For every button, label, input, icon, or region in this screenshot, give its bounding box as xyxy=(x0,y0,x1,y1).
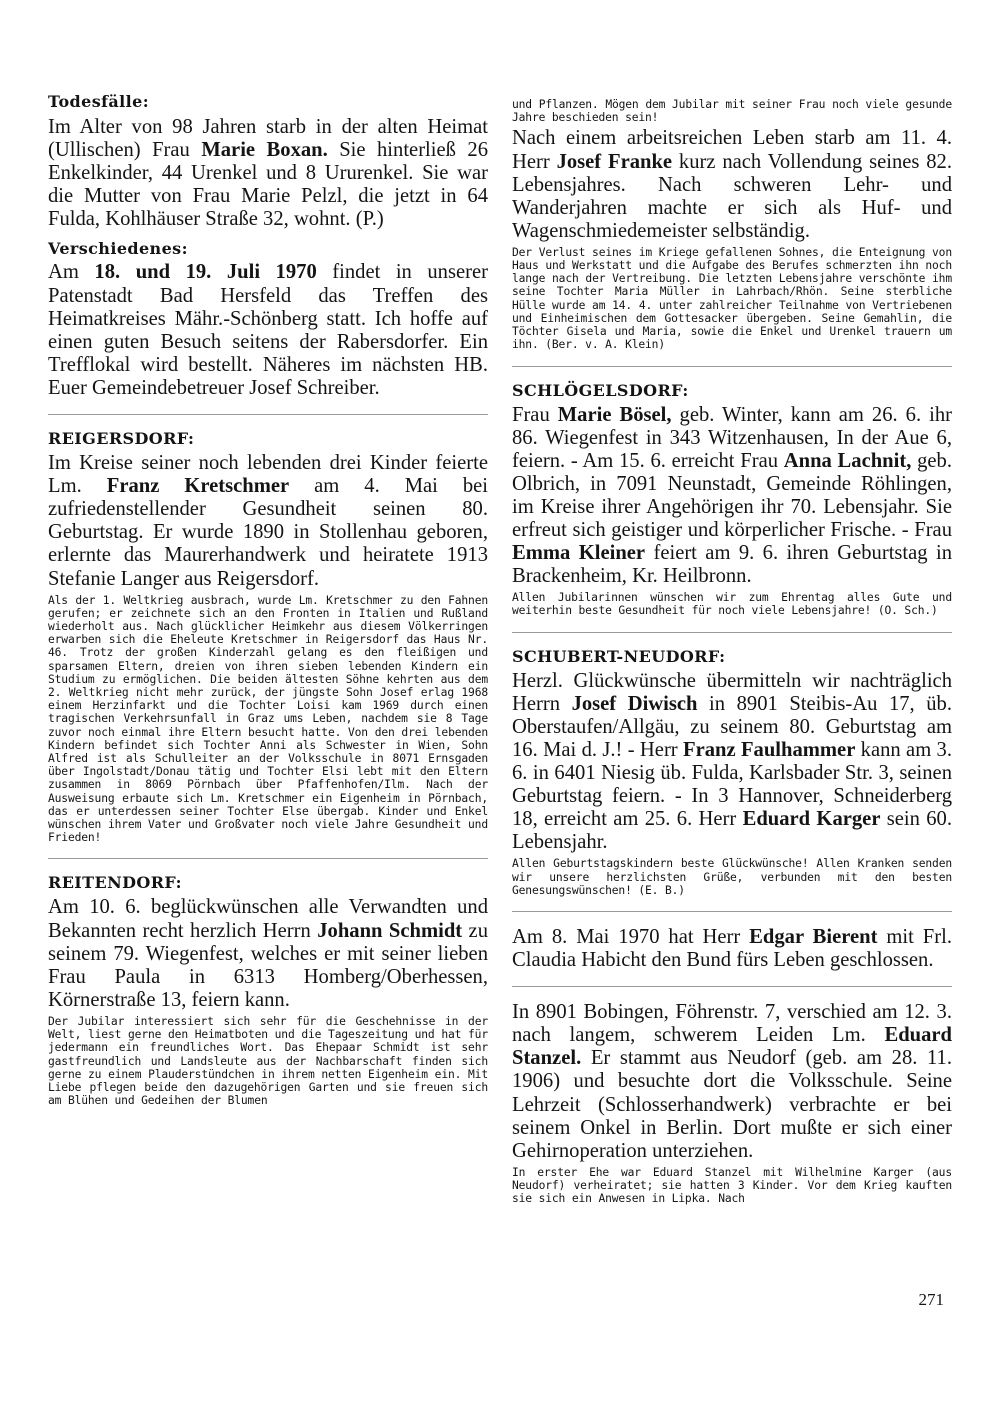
text-run: geb. Olbrich, in 7091 Neunstadt, Gemeinde Röhlingen, im Kreise ihrer Angehörigen ihr 70. Lebensjahr. Sie erfreut sich geistiger und körperlicher Frische. - Frau xyxy=(512,449,952,541)
text-run: Nach einem arbeitsreichen Leben starb am 11. 4. Herr xyxy=(512,127,952,173)
person-name: Edgar Bierent xyxy=(749,926,878,949)
person-name: Eduard Stanzel. xyxy=(512,1024,952,1070)
text-run: Er stammt aus Neudorf (geb. am 28. 11. 1906) und besuchte dort die Volksschule. Seine Lehrzeit (Schlosserhandwerk) verbrachte er bei seinem Onkel in Berlin. Dort mußte er sich einer Gehirnoperation unterziehen. xyxy=(512,1047,952,1162)
paragraph xyxy=(512,1001,952,1163)
section-schubert-neudorf xyxy=(512,647,952,1206)
small-paragraph: Allen Geburtstagskindern beste Glückwünsche! Allen Kranken senden wir unsere herzlichsten Grüße, verbunden mit den besten Genesungswünschen! (E. B.) xyxy=(512,857,952,897)
section-schloegelsdorf xyxy=(512,381,952,618)
section-divider xyxy=(512,986,952,987)
text-run: zu seinem 79. Wiegenfest, welches er mit seiner lieben Frau Paula in 6313 Homberg/Oberhessen, Körnerstraße 13, feiern kann. xyxy=(48,919,488,1011)
text-run: findet in unserer Patenstadt Bad Hersfeld das Treffen des Heimatkreises Mähr.-Schönberg statt. Ich hoffe auf einen guten Besuch seitens der Rabersdorfer. Ein Trefflokal wird bestellt. Näheres im nächsten HB. Euer Gemeindebetreuer Josef Schreiber. xyxy=(48,261,488,399)
small-paragraph: und Pflanzen. Mögen dem Jubilar mit seiner Frau noch viele gesunde Jahre beschieden sein! xyxy=(512,98,952,125)
person-name: Eduard Karger xyxy=(742,808,881,831)
section-verschiedenes xyxy=(48,239,488,400)
person-name: Josef Franke xyxy=(556,150,673,173)
person-name: Franz Kretschmer xyxy=(106,475,290,498)
section-heading: Verschiedenes: xyxy=(48,239,188,259)
section-divider xyxy=(48,414,488,415)
small-paragraph: In erster Ehe war Eduard Stanzel mit Wilhelmine Karger (aus Neudorf) verheiratet; sie hatten 3 Kinder. Vor dem Krieg kauften sie sich ein Anwesen in Lipka. Nach xyxy=(512,1165,952,1206)
text-run: Am xyxy=(48,261,95,284)
section-heading: SCHLÖGELSDORF: xyxy=(512,380,689,400)
person-name: Franz Faulhammer xyxy=(683,738,856,761)
paragraph xyxy=(48,896,488,1011)
person-name: Emma Kleiner xyxy=(512,542,646,565)
event-date: 18. und 19. Juli 1970 xyxy=(94,261,317,284)
person-name: Johann Schmidt xyxy=(317,919,463,942)
right-column xyxy=(512,98,952,1205)
text-run: kurz nach Vollendung seines 82. Lebensjahres. Nach schweren Lehr- und Wanderjahren machte er sich als Huf- und Wagenschmiedemeister selbständig. xyxy=(512,150,952,242)
small-paragraph: Als der 1. Weltkrieg ausbrach, wurde Lm. Kretschmer zu den Fahnen gerufen; er zeichnete sich an den Fronten in Italien und Rußland wiederholt aus. Nach glücklicher Heimkehr aus diesem Völkerringen erwarben sich die Eheleute Kretschmer in Reigersdorf das Haus Nr. 46. Trotz der großen Kinderzahl gelang es den fleißigen und sparsamen Eltern, dreien von ihren sieben lebenden Kindern ein Studium zu ermöglichen. Die beiden ältesten Söhne kehrten aus dem 2. Weltkrieg nicht mehr zurück, der jüngste Sohn Josef erlag 1968 einem Herzinfarkt und die Tochter Loisi kam 1969 durch einen tragischen Verkehrsunfall in Graz ums Leben, nachdem sie 8 Tage zuvor noch einmal ihre Eltern besucht hatte. Von den drei lebenden Kindern befindet sich Tochter Anni als Schwester in Wien, Sohn Alfred ist als Schulleiter an der Volksschule in 8071 Ernsgaden über Ingolstadt/Donau tätig und Tochter Elsi lebt mit den Eltern zusammen in 8069 Pörnbach über Pfaffenhofen/Ilm. Nach der Ausweisung erbaute sich Lm. Kretschmer ein Eigenheim in Pörnbach, das er unterdessen seiner Tochter Else übergab. Kinder und Enkel wünschen ihrem Vater und Großvater noch viele Jahre Gesundheit und Frieden! xyxy=(48,593,488,845)
text-run: Im Kreise seiner noch lebenden drei Kinder feierte Lm. xyxy=(48,452,488,498)
text-run: kann am 3. 6. in 6401 Niesig üb. Fulda, Karlsbader Str. 3, seinen Geburtstag feiern. - In 3 Hannover, Schneiderberg 18, erreicht am 25. 6. Herr xyxy=(512,738,952,831)
text-run: mit Frl. Claudia Habicht den Bund fürs Leben geschlossen. xyxy=(512,926,952,972)
section-divider xyxy=(512,366,952,367)
section-heading: SCHUBERT-NEUDORF: xyxy=(512,646,726,666)
text-run: In 8901 Bobingen, Föhrenstr. 7, verschied am 12. 3. nach langem, schwerem Leiden Lm. xyxy=(512,1001,952,1047)
section-divider xyxy=(48,858,488,859)
section-todesfaelle xyxy=(48,92,488,231)
section-reitendorf xyxy=(48,873,488,1107)
person-name: Marie Boxan. xyxy=(201,139,328,162)
paragraph xyxy=(512,404,952,589)
text-run: geb. Winter, kann am 26. 6. ihr 86. Wiegenfest in 343 Witzenhausen, In der Aue 6, feiern. - Am 15. 6. erreicht Frau xyxy=(512,403,952,472)
text-run: in 8901 Steibis-Au 17, üb. Oberstaufen/Allgäu, zu seinem 80. Geburtstag am 16. Mai d. J.! - Herr xyxy=(512,692,952,761)
small-paragraph: Allen Jubilarinnen wünschen wir zum Ehrentag alles Gute und weiterhin beste Gesundheit für noch viele Lebensjahre! (O. Sch.) xyxy=(512,591,952,618)
section-reigersdorf xyxy=(48,429,488,844)
section-franke xyxy=(512,127,952,351)
paragraph xyxy=(48,261,488,400)
text-run: Herzl. Glückwünsche übermitteln wir nachträglich Herrn xyxy=(512,669,952,715)
section-heading: REITENDORF: xyxy=(48,873,182,893)
page-number: 271 xyxy=(918,1290,944,1309)
left-column xyxy=(48,92,488,1107)
person-name: Marie Bösel, xyxy=(557,403,672,426)
text-run: feiert am 9. 6. ihren Geburtstag in Brackenheim, Kr. Heilbronn. xyxy=(512,542,952,588)
section-heading: REIGERSDORF: xyxy=(48,429,195,449)
section-divider xyxy=(512,632,952,633)
text-run: Sie hinterließ 26 Enkelkinder, 44 Urenkel und 8 Ururenkel. Sie war die Mutter von Frau Marie Pelzl, die jetzt in 64 Fulda, Kohlhäuser Straße 32, wohnt. (P.) xyxy=(48,139,488,231)
paragraph xyxy=(48,452,488,591)
text-run: Im Alter von 98 Jahren starb in der alten Heimat (Ullischen) Frau xyxy=(48,116,488,162)
paragraph xyxy=(512,670,952,855)
paragraph xyxy=(48,116,488,231)
text-run: sein 60. Lebensjahr. xyxy=(512,808,953,854)
paragraph xyxy=(512,926,952,972)
section-heading: Todesfälle: xyxy=(48,92,150,111)
small-paragraph: Der Jubilar interessiert sich sehr für die Geschehnisse in der Welt, liest gerne den Heimatboten und die Tageszeitung und hat für jedermann ein freundliches Wort. Das Ehepaar Schmidt ist sehr gastfreundlich und Landsleute aus der Nachbarschaft finden sich gerne zu einem Plauderstündchen in ihrem netten Eigenheim ein. Mit Liebe pflegen beide den dazugehörigen Garten und sie freuen sich am Blühen und Gedeihen der Blumen xyxy=(48,1014,488,1108)
text-run: Am 10. 6. beglückwünschen alle Verwandten und Bekannten recht herzlich Herrn xyxy=(48,896,488,942)
paragraph xyxy=(512,127,952,242)
text-run: Frau xyxy=(512,403,558,426)
person-name: Josef Diwisch xyxy=(571,692,698,715)
person-name: Anna Lachnit, xyxy=(783,449,912,472)
text-run: Am 8. Mai 1970 hat Herr xyxy=(512,926,750,949)
section-divider xyxy=(512,911,952,912)
small-paragraph: Der Verlust seines im Kriege gefallenen Sohnes, die Enteignung von Haus und Werkstatt und die Aufgabe des Berufes schmerzten ihn noch lange nach der Vertreibung. Die letzten Lebensjahre verschönte ihm seine Tochter Maria Müller in Lahrbach/Rhön. Seine sterbliche Hülle wurde am 14. 4. unter zahlreicher Teilnahme von Vertriebenen und Einheimischen dem Gottesacker übergeben. Seine Gemahlin, die Töchter Gisela und Maria, sowie die Enkel und Urenkel trauern um ihn. (Ber. v. A. Klein) xyxy=(512,245,952,352)
text-run: am 4. Mai bei zufriedenstellender Gesundheit seinen 80. Geburtstag. Er wurde 1890 in Stollenhau geboren, erlernte das Maurerhandwerk und heiratete 1913 Stefanie Langer aus Reigersdorf. xyxy=(48,475,488,590)
